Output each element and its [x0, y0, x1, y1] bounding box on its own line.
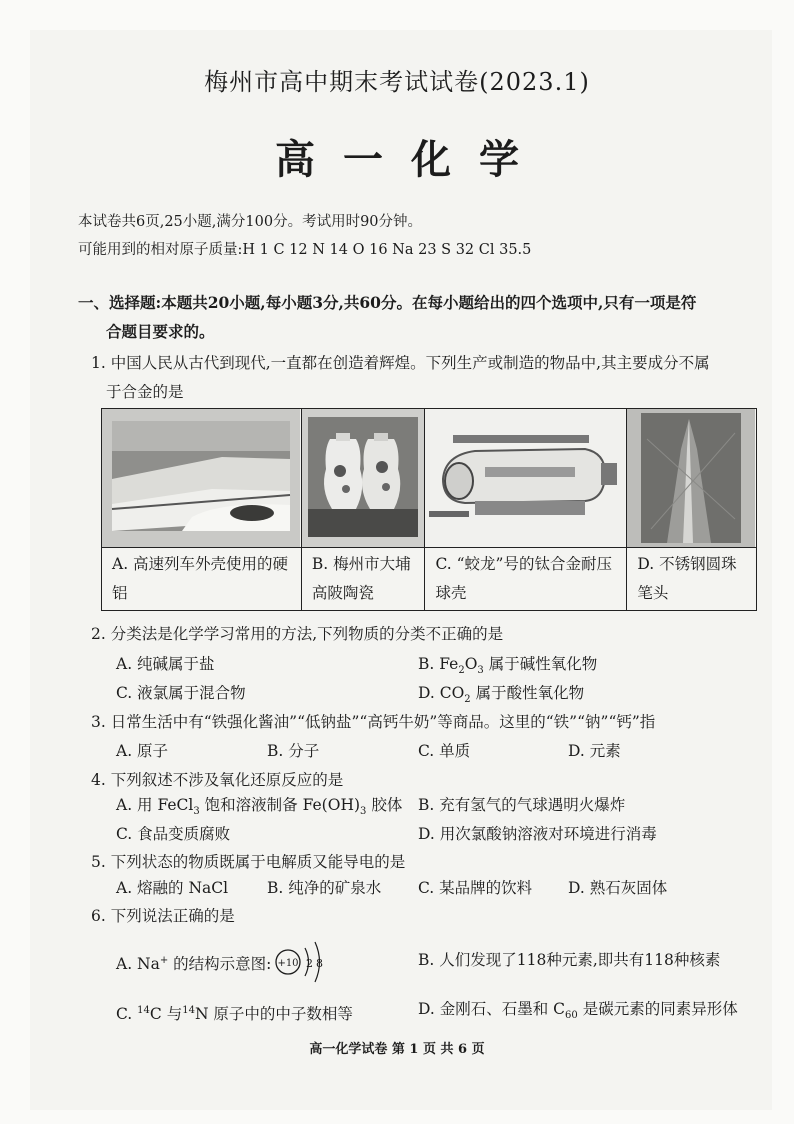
- q1-image-cell-d: [627, 409, 757, 548]
- exam-info-line-1: 本试卷共6页,25小题,满分100分。考试用时90分钟。: [78, 214, 423, 230]
- nucleus-charge: +10: [277, 958, 299, 969]
- q2-option-a[interactable]: A. 纯碱属于盐: [116, 655, 215, 673]
- q1-option-b[interactable]: B. 梅州市大埔高陂陶瓷: [301, 548, 425, 611]
- section-1-heading: 一、选择题:本题共20小题,每小题3分,共60分。在每小题给出的四个选项中,只有一项是符: [78, 293, 697, 312]
- q6-option-d[interactable]: D. 金刚石、石墨和 $C_{60}$ 是碳元素的同素异形体: [418, 1000, 738, 1022]
- q4-option-c[interactable]: C. 食品变质腐败: [116, 825, 231, 843]
- q1-image-table: [101, 408, 757, 611]
- q1-option-a[interactable]: A. 高速列车外壳使用的硬铝: [102, 548, 302, 611]
- high-speed-train-photo: [102, 409, 301, 547]
- q4-stem: 4. 下列叙述不涉及氧化还原反应的是: [91, 771, 344, 789]
- exam-title: 梅州市高中期末考试试卷(2023.1): [204, 68, 590, 96]
- q6-stem: 6. 下列说法正确的是: [91, 907, 235, 925]
- page-footer: 高一化学试卷 第 1 页 共 6 页: [309, 1042, 485, 1057]
- q2-option-c[interactable]: C. 液氯属于混合物: [116, 684, 246, 702]
- q1-stem: 1. 中国人民从古代到现代,一直都在创造着辉煌。下列生产或制造的物品中,其主要成分不属: [91, 354, 710, 372]
- q6-option-b[interactable]: B. 人们发现了118种元素,即共有118种核素: [418, 951, 721, 969]
- q3-option-c[interactable]: C. 单质: [418, 742, 471, 760]
- q2-option-b[interactable]: B. $Fe_2O_3$ 属于碱性氧化物: [418, 655, 598, 677]
- q5-option-b[interactable]: B. 纯净的矿泉水: [267, 879, 382, 897]
- q6-option-a[interactable]: A. Na+ 的结构示意图:: [116, 954, 272, 973]
- q2-stem: 2. 分类法是化学学习常用的方法,下列物质的分类不正确的是: [91, 625, 504, 643]
- ballpoint-pen-tip-photo: [627, 409, 756, 547]
- na-ion-structure-diagram: [272, 932, 332, 992]
- q5-option-d[interactable]: D. 熟石灰固体: [568, 879, 668, 897]
- ceramic-vases-photo: [302, 409, 425, 547]
- q5-option-c[interactable]: C. 某品牌的饮料: [418, 879, 533, 897]
- q1-option-d[interactable]: D. 不锈钢圆珠笔头: [627, 548, 757, 611]
- shell-2-electrons: 8: [316, 957, 323, 970]
- subject-title: 高一化学: [275, 136, 547, 183]
- q6-option-c[interactable]: C. $^{14}$C 与$^{14}$N 原子中的中子数相等: [116, 1004, 353, 1023]
- q1-option-c[interactable]: C. “蛟龙”号的钛合金耐压球壳: [425, 548, 627, 611]
- q1-image-cell-a: [102, 409, 302, 548]
- q1-image-cell-b: [301, 409, 425, 548]
- submersible-photo: [425, 409, 626, 547]
- q4-option-d[interactable]: D. 用次氯酸钠溶液对环境进行消毒: [418, 825, 657, 843]
- q4-option-a[interactable]: A. 用 FeCl$_3$ 饱和溶液制备 $Fe(OH)_3$ 胶体: [116, 796, 403, 818]
- q4-option-b[interactable]: B. 充有氢气的气球遇明火爆炸: [418, 796, 626, 814]
- section-1-heading-cont: 合题目要求的。: [106, 322, 215, 341]
- q1-image-cell-c: [425, 409, 627, 548]
- q5-stem: 5. 下列状态的物质既属于电解质又能导电的是: [91, 853, 406, 871]
- atomic-mass-line: 可能用到的相对原子质量:H 1 C 12 N 14 O 16 Na 23 S 32 Cl 35.5: [78, 242, 532, 258]
- shell-1-electrons: 2: [306, 957, 313, 970]
- q1-stem-cont: 于合金的是: [106, 383, 184, 401]
- q3-option-d[interactable]: D. 元素: [568, 742, 621, 760]
- q2-option-d[interactable]: D. $CO_2$ 属于酸性氧化物: [418, 684, 585, 706]
- q3-stem: 3. 日常生活中有“铁强化酱油”“低钠盐”“高钙牛奶”等商品。这里的“铁”“钠”“钙”指: [91, 713, 656, 731]
- q3-option-b[interactable]: B. 分子: [267, 742, 320, 760]
- q5-option-a[interactable]: A. 熔融的 NaCl: [116, 879, 229, 897]
- q3-option-a[interactable]: A. 原子: [116, 742, 169, 760]
